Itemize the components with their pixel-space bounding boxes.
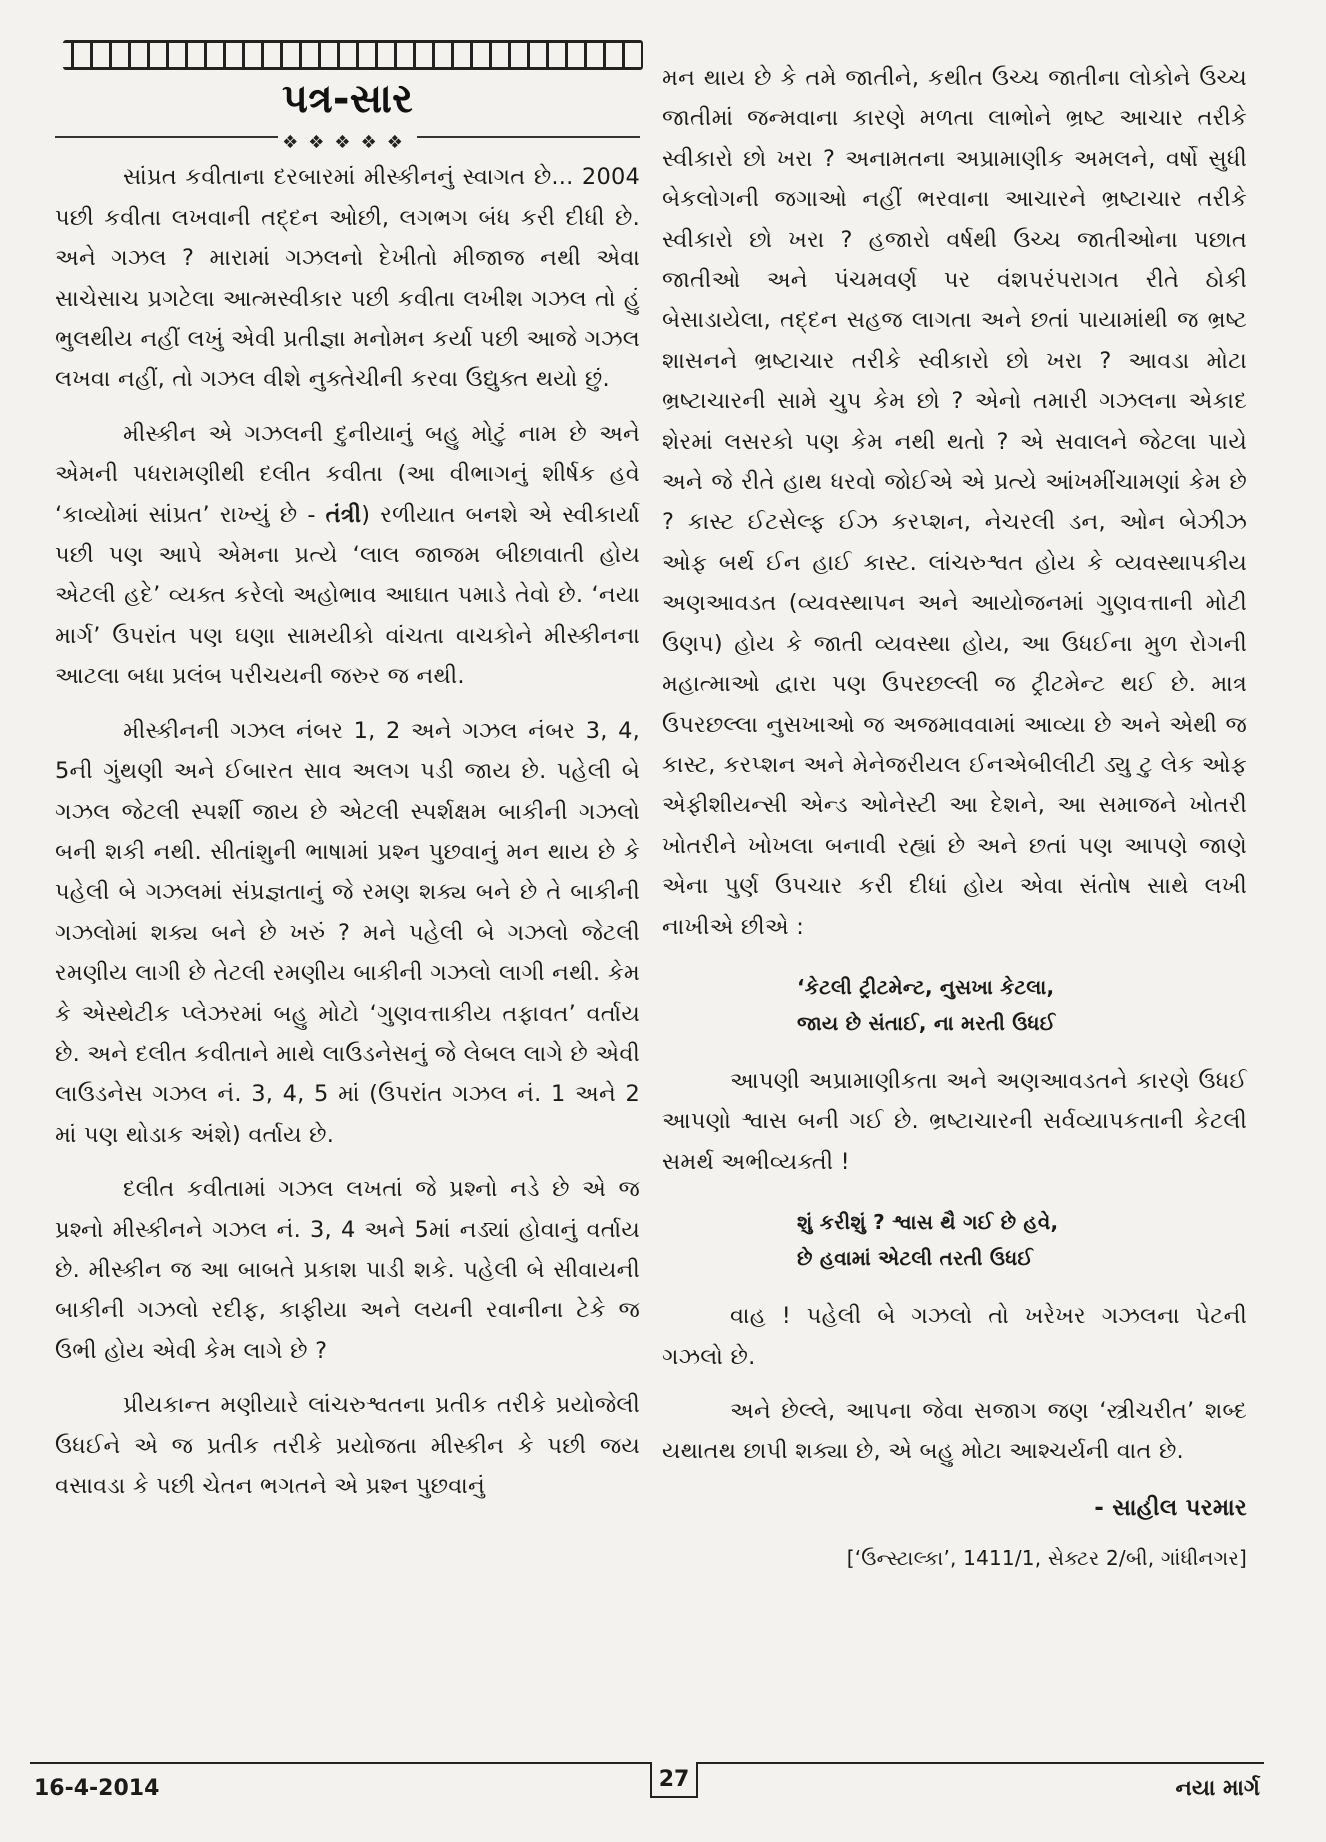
couplet-1-line-2: જાય છે સંતાઈ, ના મરતી ઉધઈ [797,1010,1056,1035]
right-paragraph-4: અને છેલ્લે, આપના જેવા સજાગ જણ ‘સ્ત્રીચરીત’ શબ્દ યથાતથ છાપી શક્યા છે, એ બહુ મોટા આશ્ચર્યની વાત છે. [662,1397,1247,1465]
right-paragraph-3: વાહ ! પહેલી બે ગઝલો તો ખરેખર ગઝલના પેટની ગઝલો છે. [662,1303,1247,1370]
left-paragraph-2 [55,414,640,697]
editor-note: તંત્રી [325,501,362,528]
couplet-2 [797,1204,1247,1276]
left-paragraph-4: દલીત કવીતામાં ગઝલ લખતાં જે પ્રશ્નો નડે છે એ જ પ્રશ્નો મીસ્કીનને ગઝલ નં. 3, 4 અને 5માં નડ્યાં હોવાનું વર્તાય છે. મીસ્કીન જ આ બાબતે પ્રકાશ પાડી શકે. પહેલી બે સીવાયની બાકીની ગઝલો રદીફ, કાફીયા અને લયની રવાનીના ટેકે જ ઉભી હોય એવી કેમ લાગે છે ? [55,1176,640,1364]
couplet-2-line-2: છે હવામાં એટલી તરતી ઉધઈ [797,1246,1034,1271]
couplet-1-line-1: ‘કેટલી ટ્રીટમેન્ટ, નુસખા કેટલા, [797,974,1055,999]
left-paragraph-3: મીસ્કીનની ગઝલ નંબર 1, 2 અને ગઝલ નંબર 3, 4, 5ની ગુંથણી અને ઈબારત સાવ અલગ પડી જાય છે. પહેલી બે ગઝલ જેટલી સ્પર્શી જાય છે એટલી સ્પર્શક્ષમ બાકીની ગઝલો બની શકી નથી. સીતાંશુની ભાષામાં પ્રશ્ન પુછવાનું મન થાય છે કે પહેલી બે ગઝલમાં સંપ્રજ્ઞતાનું જે રમણ શક્ય બને છે તે બાકીની ગઝલોમાં શક્ય બને છે ખરું ? મને પહેલી બે ગઝલો જેટલી રમણીય લાગી છે તેટલી રમણીય બાકીની ગઝલો લાગી નથી. કેમ કે એસ્થેટીક પ્લેઝરમાં બહુ મોટો ‘ગુણવત્તાકીય તફાવત’ વર્તાય છે. અને દલીત કવીતાને માથે લાઉડનેસનું જે લેબલ લાગે છે એવી લાઉડનેસ ગઝલ નં. 3, 4, 5 માં (ઉપરાંત ગઝલ નં. 1 અને 2 માં પણ થોડાક અંશે) વર્તાય છે. [55,717,640,1148]
page-number: 27 [650,1762,698,1798]
left-paragraph-1: સાંપ્રત કવીતાના દરબારમાં મીસ્કીનનું સ્વાગત છે... 2004 પછી કવીતા લખવાની તદ્દન ઓછી, લગભગ બંધ કરી દીધી છે. અને ગઝલ ? મારામાં ગઝલનો દેખીતો મીજાજ નથી એવા સાચેસાચ પ્રગટેલા આત્મસ્વીકાર પછી કવીતા લખીશ ગઝલ તો હું ભુલથીય નહીં લખું એવી પ્રતીજ્ઞા મનોમન કર્યા પછી આજે ગઝલ લખવા નહીં, તો ગઝલ વીશે નુક્તેચીની કરવા ઉદ્યુક્ત થયો છું. [55,164,640,393]
page-footer [30,1762,1264,1804]
left-column [55,40,640,1506]
page-title: પત્ર-સાર [281,76,414,122]
right-paragraph-2: આપણી અપ્રામાણીકતા અને અણઆવડતને કારણે ઉધઈ આપણો શ્વાસ બની ગઈ છે. ભ્રષ્ટાચારની સર્વવ્યાપકતાની કેટલી સમર્થ અભીવ્યક્તી ! [662,1067,1247,1175]
ornament-divider [55,127,640,154]
couplet-2-line-1: શું કરીશું ? શ્વાસ થૈ ગઈ છે હવે, [797,1210,1059,1235]
ornament-icon: ❖❖❖❖❖ [55,123,640,163]
title-wrap [55,74,640,125]
issue-date: 16-4-2014 [34,1776,160,1801]
magazine-name: નયા માર્ગ [1175,1776,1260,1801]
signature: - સાહીલ પરમાર [1094,1494,1247,1521]
right-column [662,58,1247,1579]
left-paragraph-2c: ) રળીયાત બનશે એ સ્વીકાર્યા પછી પણ આપે એમના પ્રત્યે ‘લાલ જાજમ બીછાવાતી હોય એટલી હદે’ વ્યક્ત કરેલો અહોભાવ આઘાત પમાડે તેવો છે. ‘નયા માર્ગ’ ઉપરાંત પણ ઘણા સામયીકો વાંચતા વાચકોને મીસ્કીનના આટલા બધા પ્રલંબ પરીચયની જરુર જ નથી. [55,501,640,690]
left-paragraph-5: પ્રીયકાન્ત મણીયારે લાંચરુશ્વતના પ્રતીક તરીકે પ્રયોજેલી ઉધઈને એ જ પ્રતીક તરીકે પ્રયોજતા મીસ્કીન કે પછી જય વસાવડા કે પછી ચેતન ભગતને એ પ્રશ્ન પુછવાનું [55,1392,640,1499]
author-address: [‘ઉન્સ્ટાલ્કા’, 1411/1, સેક્ટર 2/બી, ગાંધીનગર] [846,1546,1247,1571]
left-paragraph-2a: મીસ્કીન એ ગઝલની દુનીયાનું બહુ મોટું નામ છે અને એમની પધરામણીથી દલીત કવીતા (આ વીભાગનું શીર્ષક હવે ‘કાવ્યોમાં સાંપ્રત’ રાખ્યું છે - [55,420,640,528]
decorative-border [63,40,643,70]
couplet-1 [797,969,1247,1041]
right-paragraph-1: મન થાય છે કે તમે જાતીને, કથીત ઉચ્ચ જાતીના લોકોને ઉચ્ચ જાતીમાં જન્મવાના કારણે મળતા લાભોને ભ્રષ્ટ આચાર તરીકે સ્વીકારો છો ખરા ? અનામતના અપ્રામાણીક અમલને, વર્ષો સુધી બેકલોગની જગાઓ નહીં ભરવાના આચારને ભ્રષ્ટાચાર તરીકે સ્વીકારો છો ખરા ? હજારો વર્ષથી ઉચ્ચ જાતીઓના પછાત જાતીઓ અને પંચમવર્ણ પર વંશપરંપરાગત રીતે ઠોકી બેસાડાયેલા, તદ્દન સહજ લાગતા અને છતાં પાયામાંથી જ ભ્રષ્ટ શાસનને ભ્રષ્ટાચાર તરીકે સ્વીકારો છો ખરા ? આવડા મોટા ભ્રષ્ટાચારની સામે ચુપ કેમ છો ? એનો તમારી ગઝલના એકાદ શેરમાં લસરકો પણ કેમ નથી થતો ? એ સવાલને જેટલા પાયે અને જે રીતે હાથ ધરવો જોઈએ એ પ્રત્યે આંખમીંચામણાં કેમ છે ? કાસ્ટ ઈટસેલ્ફ ઈઝ કરપ્શન, નેચરલી ડન, ઓન બેઝીઝ ઓફ બર્થ ઈન હાઈ કાસ્ટ. લાંચરુશ્વત હોય કે વ્યવસ્થાપકીય અણઆવડત (વ્યવસ્થાપન અને આયોજનમાં ગુણવત્તાની મોટી ઉણપ) હોય કે જાતી વ્યવસ્થા હોય, આ ઉધઈના મુળ રોગની મહાત્માઓ દ્વારા પણ ઉપરછલ્લી જ ટ્રીટમેન્ટ થઈ છે. માત્ર ઉપરછલ્લા નુસખાઓ જ અજમાવવામાં આવ્યા છે અને એથી જ કાસ્ટ, કરપ્શન અને મેનેજરીયલ ઈનએબીલીટી ડ્યુ ટુ લેક ઓફ એફીશીયન્સી એન્ડ ઓનેસ્ટી આ દેશને, આ સમાજને ખોતરી ખોતરીને ખોખલા બનાવી રહ્યાં છે અને છતાં પણ આપણે જાણે એના પુર્ણ ઉપચાર કરી દીધાં હોય એવા સંતોષ સાથે લખી નાખીએ છીએ : [662,65,1247,940]
